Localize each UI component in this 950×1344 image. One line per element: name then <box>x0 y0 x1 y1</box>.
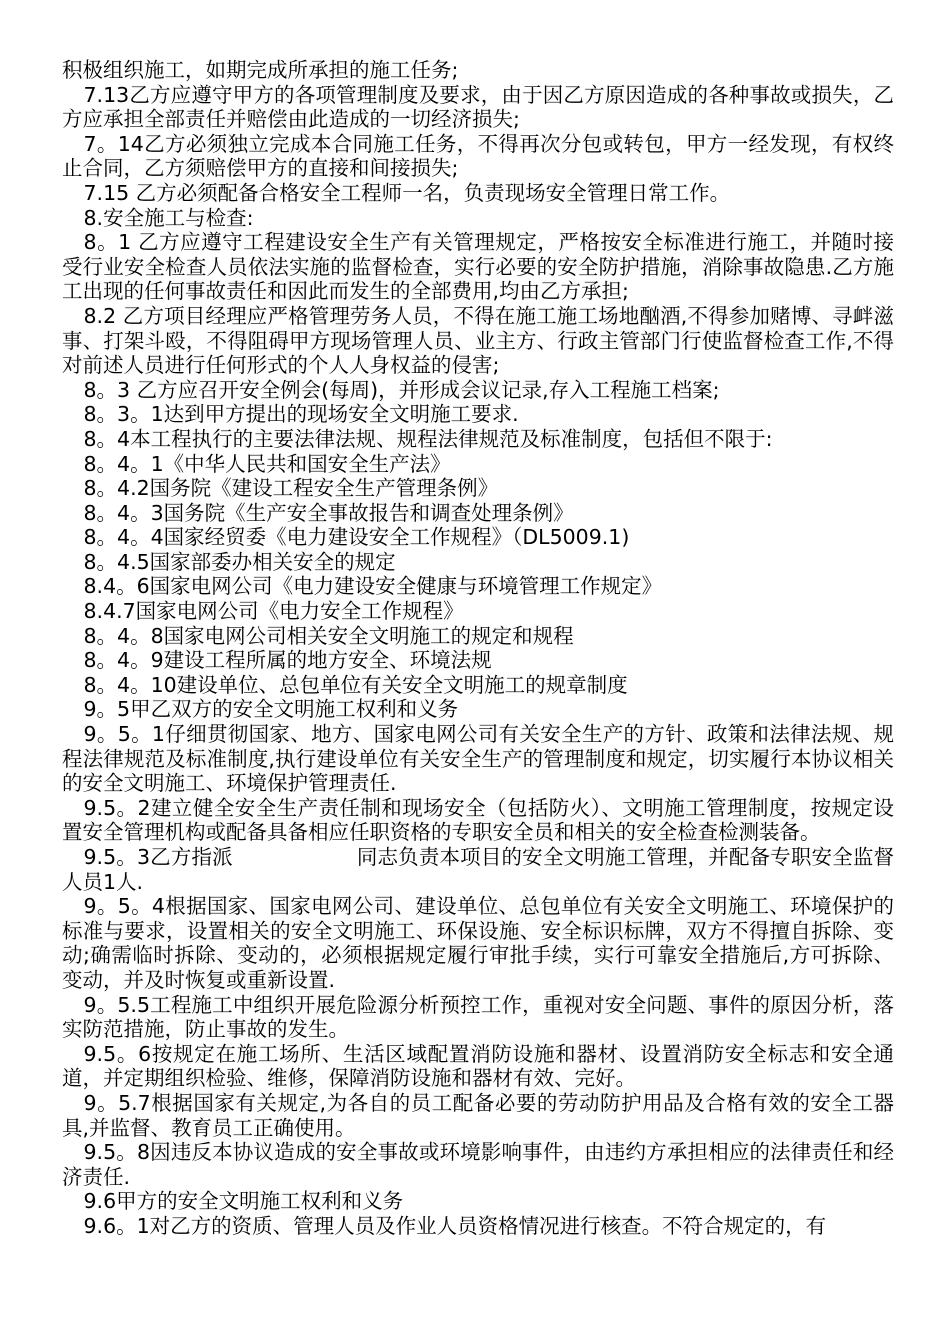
paragraph-8-3-1: 8。3。1达到甲方提出的现场安全文明施工要求. <box>83 402 519 427</box>
document-body <box>62 58 894 1239</box>
paragraph-8-3: 8。3 乙方应召开安全例会(每周)，并形成会议记录,存入工程施工档案; <box>83 377 720 402</box>
paragraph-9-5-3: 9.5。3乙方指派 同志负责本项目的安全文明施工管理，并配备专职安全监督人员1人. <box>62 845 894 894</box>
list-item-8-4-4: 8。4。4国家经贸委《电力建设安全工作规程》（DL5009.1) <box>83 525 630 550</box>
paragraph-9-5-7: 9。5.7根据国家有关规定,为各自的员工配备必要的劳动防护用品及合格有效的安全工器具,并监督、教育员工正确使用。 <box>62 1090 894 1140</box>
list-item-8-4-10: 8。4。10建设单位、总包单位有关安全文明施工的规章制度 <box>83 672 628 697</box>
list-item-8-4-6: 8.4。6国家电网公司《电力建设安全健康与环境管理工作规定》 <box>83 574 663 599</box>
paragraph-7-15: 7.15 乙方必须配备合格安全工程师一名，负责现场安全管理日常工作。 <box>83 180 731 205</box>
list-item-8-4-3: 8。4。3国务院《生产安全事故报告和调查处理条例》 <box>83 500 574 525</box>
list-item-8-4-9: 8。4。9建设工程所属的地方安全、环境法规 <box>83 648 492 673</box>
list-item-8-4-2: 8。4.2国务院《建设工程安全生产管理条例》 <box>83 476 499 501</box>
paragraph-9-6-1: 9.6。1对乙方的资质、管理人员及作业人员资格情况进行核查。不符合规定的，有 <box>83 1213 827 1238</box>
section-heading-9-6: 9.6甲方的安全文明施工权利和义务 <box>83 1189 404 1214</box>
paragraph-9-5-4: 9。5。4根据国家、国家电网公司、建设单位、总包单位有关安全文明施工、环境保护的标准与要求，设置相关的安全文明施工、环保设施、安全标识标牌，双方不得擅自拆除、变动;确需临时拆除、变动的，必须根据规定履行审批手续，实行可靠安全措施后,方可拆除、变动，并及时恢复或重新设置. <box>62 894 894 992</box>
paragraph-8-4: 8。4本工程执行的主要法律法规、规程法律规范及标准制度，包括但不限于: <box>83 426 773 451</box>
paragraph-7-14: 7。14乙方必须独立完成本合同施工任务，不得再次分包或转包，甲方一经发现，有权终止合同，乙方须赔偿甲方的直接和间接损失; <box>62 131 894 181</box>
section-heading-8: 8.安全施工与检查: <box>83 205 254 230</box>
paragraph-7-13: 7.13乙方应遵守甲方的各项管理制度及要求，由于因乙方原因造成的各种事故或损失，乙方应承担全部责任并赔偿由此造成的一切经济损失; <box>62 82 894 132</box>
list-item-8-4-7: 8.4.7国家电网公司《电力安全工作规程》 <box>83 599 464 624</box>
paragraph-8-1: 8。1 乙方应遵守工程建设安全生产有关管理规定，严格按安全标准进行施工，并随时接受行业安全检查人员依法实施的监督检查，实行必要的安全防护措施，消除事故隐患.乙方施工出现的任何事故责任和因此而发生的全部费用,均由乙方承担; <box>62 230 894 304</box>
paragraph-8-2: 8.2 乙方项目经理应严格管理劳务人员，不得在施工施工场地酗酒,不得参加赌博、寻衅滋事、打架斗殴，不得阻碍甲方现场管理人员、业主方、行政主管部门行使监督检查工作,不得对前述人员进行任何形式的个人人身权益的侵害; <box>62 303 894 378</box>
list-item-8-4-5: 8。4.5国家部委办相关安全的规定 <box>83 549 396 574</box>
list-item-8-4-8: 8。4。8国家电网公司相关安全文明施工的规定和规程 <box>83 623 574 648</box>
paragraph-9-5-6: 9.5。6按规定在施工场所、生活区域配置消防设施和器材、设置消防安全标志和安全通道，并定期组织检验、维修，保障消防设施和器材有效、完好。 <box>62 1041 894 1091</box>
list-item-8-4-1: 8。4。1《中华人民共和国安全生产法》 <box>83 451 451 476</box>
paragraph-9-5-5: 9。5.5工程施工中组织开展危险源分析预控工作，重视对安全问题、事件的原因分析，落实防范措施，防止事故的发生。 <box>62 992 894 1042</box>
paragraph-9-5-2: 9.5。2建立健全安全生产责任制和现场安全（包括防火）、文明施工管理制度，按规定设置安全管理机构或配备具备相应任职资格的专职安全员和相关的安全检查检测装备。 <box>62 795 894 845</box>
section-heading-9-5: 9。5甲乙双方的安全文明施工权利和义务 <box>83 697 459 722</box>
paragraph-9-5-1: 9。5。1仔细贯彻国家、地方、国家电网公司有关安全生产的方针、政策和法律法规、规程法律规范及标准制度,执行建设单位有关安全生产的管理制度和规定，切实履行本协议相关的安全文明施工、环境保护管理责任. <box>62 722 894 796</box>
paragraph-continuation: 积极组织施工，如期完成所承担的施工任务; <box>62 58 459 82</box>
paragraph-9-5-8: 9.5。8因违反本协议造成的安全事故或环境影响事件，由违约方承担相应的法律责任和经济责任. <box>62 1140 894 1189</box>
